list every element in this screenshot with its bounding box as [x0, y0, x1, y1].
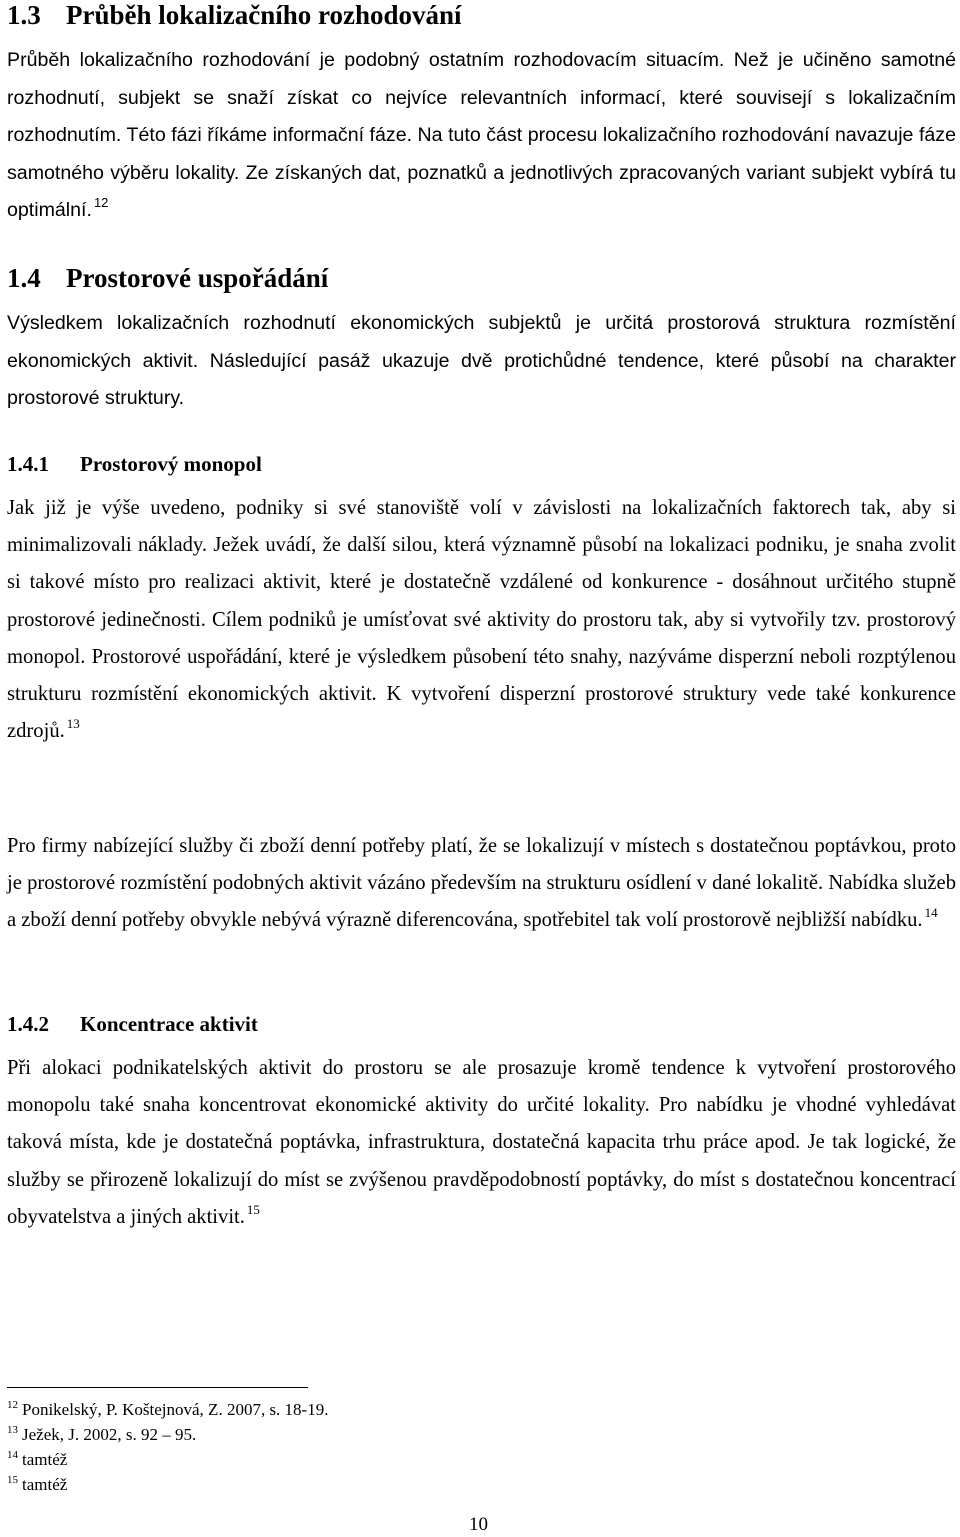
footnote-ref-12[interactable]: 12 [93, 195, 109, 211]
section-heading-1-4 [7, 263, 328, 293]
paragraph-text: Jak již je výše uvedeno, podniky si své stanoviště volí v závislosti na lokalizačních faktorech tak, aby si minimalizovali náklady. Ježek uvádí, že další silou, která významně působí na lokalizaci podniku, je snaha zvolit si takové místo pro realizaci aktivit, které je dostatečně vzdálené od konkurence - dosáhnout určitého stupně prostorové jedinečnosti. Cílem podniků je umísťovat své aktivity do prostoru tak, aby si vytvořily tzv. prostorový monopol. Prostorové uspořádání, které je výsledkem působení této snahy, nazýváme disperzní neboli rozptýlenou strukturu rozmístění ekonomických aktivit. K vytvoření disperzní prostorové struktury vede také konkurence zdrojů. [7, 497, 956, 743]
paragraph-text: Při alokaci podnikatelských aktivit do prostoru se ale prosazuje kromě tendence k vytvoření prostorového monopolu také snaha koncentrovat ekonomické aktivity do určité lokality. Pro nabídku je vhodné vyhledávat taková místa, kde je dostatečná poptávka, infrastruktura, dostatečná kapacita trhu práce apod. Je tak logické, že služby se přirozeně lokalizují do míst se zvýšenou pravděpodobností poptávky, do míst s dostatečnou koncentrací obyvatelstva a jiných aktivit. [7, 1057, 956, 1228]
paragraph-text: Pro firmy nabízející služby či zboží denní potřeby platí, že se lokalizují v místech s dostatečnou poptávkou, proto je prostorové rozmístění podobných aktivit vázáno především na strukturu osídlení v dané lokalitě. Nabídka služeb a zboží denní potřeby obvykle nebývá výrazně diferencována, spotřebitel tak volí prostorově nejbližší nabídku. [7, 835, 956, 932]
footnote-14 [7, 1447, 328, 1472]
paragraph-spatial-monopoly-1 [7, 490, 956, 750]
section-number: 1.4.2 [7, 1012, 49, 1036]
section-heading-1-4-2 [7, 1011, 258, 1037]
footnote-12 [7, 1397, 328, 1422]
page-number: 10 [469, 1514, 488, 1535]
footnote-text: Ponikelský, P. Koštejnová, Z. 2007, s. 18-19. [22, 1400, 329, 1419]
section-title: Prostorový monopol [80, 452, 262, 476]
footnote-text: tamtéž [22, 1475, 68, 1494]
footnote-15 [7, 1472, 328, 1497]
section-heading-1-3 [7, 0, 462, 30]
footnote-number: 13 [7, 1424, 18, 1436]
footnote-number: 12 [7, 1399, 18, 1411]
footnote-13 [7, 1422, 328, 1447]
footnotes [7, 1397, 328, 1497]
footnote-ref-13[interactable]: 13 [66, 716, 80, 732]
section-title: Průběh lokalizačního rozhodování [66, 0, 462, 30]
section-number: 1.3 [7, 0, 41, 30]
paragraph-localization-decision [7, 42, 956, 230]
paragraph-spatial-arrangement [7, 305, 956, 418]
paragraph-spatial-monopoly-2 [7, 828, 956, 940]
footnote-ref-15[interactable]: 15 [246, 1201, 260, 1217]
section-heading-1-4-1 [7, 451, 262, 477]
footnote-text: Ježek, J. 2002, s. 92 – 95. [22, 1425, 197, 1444]
section-number: 1.4 [7, 263, 41, 293]
footnote-number: 15 [7, 1474, 18, 1486]
paragraph-text: Průběh lokalizačního rozhodování je podobný ostatním rozhodovacím situacím. Než je učiněno samotné rozhodnutí, subjekt se snaží získat co nejvíce relevantních informací, které souvisejí s lokalizačním rozhodnutím. Této fázi říkáme informační fáze. Na tuto část procesu lokalizačního rozhodování navazuje fáze samotného výběru lokality. Ze získaných dat, poznatků a jednotlivých zpracovaných variant subjekt vybírá tu optimální. [7, 49, 956, 222]
footnote-number: 14 [7, 1449, 18, 1461]
paragraph-text: Výsledkem lokalizačních rozhodnutí ekonomických subjektů je určitá prostorová struktura rozmístění ekonomických aktivit. Následující pasáž ukazuje dvě protichůdné tendence, které působí na charakter prostorové struktury. [7, 312, 956, 410]
footnote-text: tamtéž [22, 1450, 68, 1469]
section-title: Prostorové uspořádání [66, 263, 329, 293]
footnote-ref-14[interactable]: 14 [924, 905, 938, 921]
section-number: 1.4.1 [7, 452, 49, 476]
footnote-separator [7, 1387, 308, 1388]
paragraph-activity-concentration [7, 1050, 956, 1236]
section-title: Koncentrace aktivit [80, 1012, 258, 1036]
